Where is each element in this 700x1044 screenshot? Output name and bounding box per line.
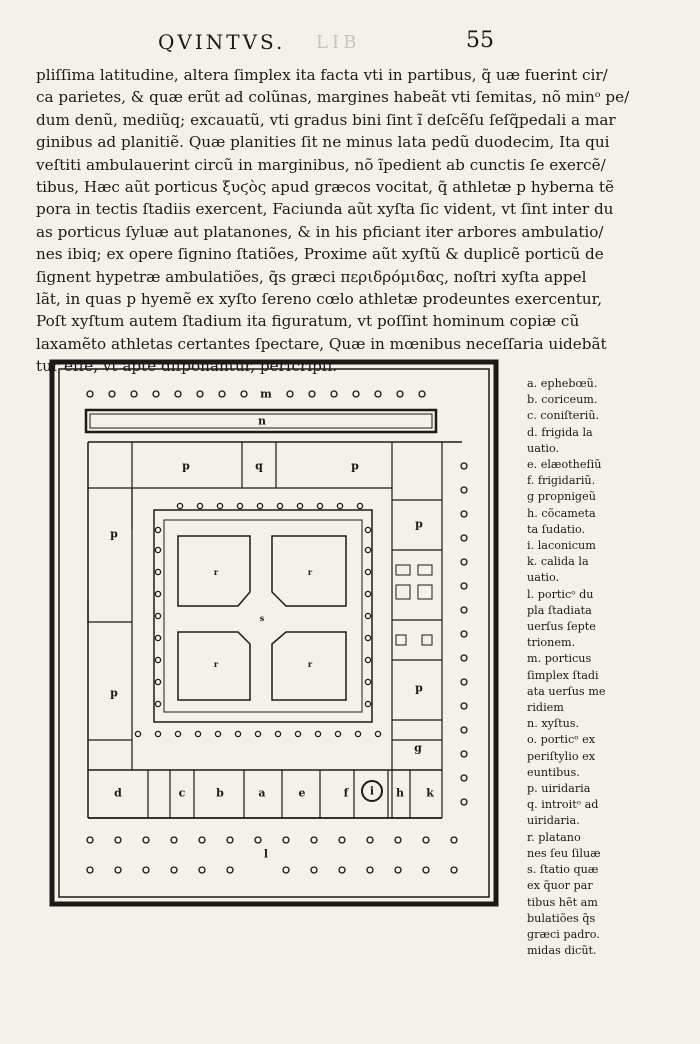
page-header (0, 30, 700, 60)
legend-line: uatio. (527, 441, 560, 455)
text-line: dum denũ, mediũq; excauatũ, vti gradus bini ſint ĩ deſcẽſu ſeſq̃pedali a mar (36, 110, 616, 129)
legend-line: m. porticus (527, 652, 592, 666)
palaestra-plan-figure (50, 360, 498, 906)
plan-label-r: r (213, 567, 219, 577)
plan-label-l: l (263, 847, 269, 861)
legend-line: uerſus ſepte (527, 620, 596, 634)
legend-line: o. porticᵒ ex (527, 733, 596, 747)
legend-line: ta ſudatio. (527, 522, 586, 536)
legend-line: s. ſtatio quæ (527, 863, 599, 877)
text-line: tur eſſe, vt apte diſponantur, perſcripſi. (36, 357, 338, 376)
legend-line: bulatiões q̃s (527, 911, 596, 925)
bleed-through-text: LIB (316, 32, 361, 53)
plan-label-r: r (213, 659, 219, 669)
plan-drawing (50, 360, 498, 906)
legend-line: h. cõcameta (527, 506, 596, 520)
legend-line: trionem. (527, 636, 576, 650)
plan-label-m: m (260, 387, 272, 401)
text-line: lãt, in quas p hyemẽ ex xyſto ſereno cœlo athletæ prodeuntes exercentur, (36, 290, 603, 309)
legend-line: euntibus. (527, 765, 580, 779)
legend-line: b. coriceum. (527, 393, 598, 407)
text-line: tibus, Hæc aũt porticus ξυϛὸς apud græcos vocitat, q̃ athletæ p hyberna tẽ (36, 178, 614, 197)
legend-line: ridiem (527, 701, 564, 715)
plan-label-p: p (351, 459, 359, 473)
text-line: ca parietes, & quæ erũt ad colũnas, margines habeãt vti ſemitas, nõ minᵒ pe/ (36, 88, 630, 107)
legend-line: græci padro. (527, 927, 600, 941)
legend-line: c. coniſteriũ. (527, 409, 600, 423)
plan-label-q: q (255, 459, 263, 473)
text-line: nes ibiq; ex opere ſignino ſtatiões, Proxime aũt xyſtũ & duplicẽ porticũ de (36, 245, 604, 264)
plan-label-p: p (110, 527, 118, 541)
plan-label-r: r (307, 567, 313, 577)
legend-line: periſtylio ex (527, 749, 596, 763)
plan-label-c: c (178, 786, 186, 800)
text-line: veſtiti ambulauerint circũ in marginibus, nõ ĩpedient ab cunctis ſe exercẽ/ (36, 155, 606, 174)
legend-line: l. porticᵒ du (527, 587, 594, 601)
legend-line: uiridaria. (527, 814, 580, 828)
plan-label-p: p (415, 681, 423, 695)
text-line: ſignent hypetræ ambulatiões, q̃s græci περιδρόμιδας, noſtri xyſta appel (36, 267, 587, 286)
plan-label-p: p (415, 517, 423, 531)
plan-label-p: p (182, 459, 190, 473)
legend-line: d. frigida la (527, 425, 593, 439)
legend-line: q. introitᵒ ad (527, 798, 599, 812)
legend-line: ſimplex ſtadi (527, 668, 599, 682)
text-line: ginibus ad planitiẽ. Quæ planities ſit ne minus lata pedũ duodecim, Ita qui (36, 133, 610, 152)
legend-line: tibus hẽt am (527, 895, 598, 909)
legend-line: n. xyſtus. (527, 717, 580, 731)
plan-label-a: a (258, 786, 266, 800)
legend-line: g propnigeũ (527, 490, 596, 504)
plan-label-g: g (414, 741, 422, 755)
plan-label-f: f (343, 786, 349, 800)
figure-legend (527, 376, 687, 959)
legend-line: e. elæotheſiũ (527, 458, 602, 472)
legend-line: uatio. (527, 571, 560, 585)
legend-line: ex q̃uor par (527, 879, 593, 893)
legend-line: f. frigidariũ. (527, 474, 596, 488)
page-number: 55 (466, 28, 494, 53)
legend-line: i. laconicum (527, 539, 596, 553)
running-head: QVINTVS. (158, 30, 286, 54)
legend-line: p. uiridaria (527, 782, 591, 796)
plan-label-r: r (307, 659, 313, 669)
text-line: pora in tectis ſtadiis exercent, Faciunda aũt xyſta ſic vident, vt ſint inter du (36, 200, 614, 219)
legend-line: ata uerſus me (527, 684, 606, 698)
plan-label-b: b (216, 786, 224, 800)
legend-line: pla ſtadiata (527, 603, 592, 617)
legend-line: r. platano (527, 830, 581, 844)
plan-label-h: h (396, 786, 404, 800)
body-text (36, 64, 630, 378)
plan-label-n: n (258, 414, 266, 428)
plan-label-p: p (110, 686, 118, 700)
plan-label-d: d (114, 786, 122, 800)
text-line: Poſt xyſtum autem ſtadium ita figuratum, vt poſſint hominum copiæ cũ (36, 312, 580, 331)
legend-line: k. calida la (527, 555, 589, 569)
legend-line: midas dicũt. (527, 944, 597, 958)
legend-line: a. ephebœũ. (527, 377, 598, 390)
legend-line: nes ſeu ſiluæ (527, 846, 601, 860)
text-line: as porticus ſyluæ aut platanones, & in his pficiant iter arbores ambulatio/ (36, 222, 604, 241)
plan-label-i: i (369, 784, 375, 798)
plan-label-k: k (426, 786, 434, 800)
text-line: laxamẽto athletas certantes ſpectare, Quæ in mœnibus neceſſaria uidebãt (36, 334, 607, 353)
plan-label-e: e (298, 786, 306, 800)
text-line: pliſſima latitudine, altera ſimplex ita facta vti in partibus, q̃ uæ fuerint cir/ (36, 66, 608, 84)
plan-label-s: s (259, 613, 265, 623)
